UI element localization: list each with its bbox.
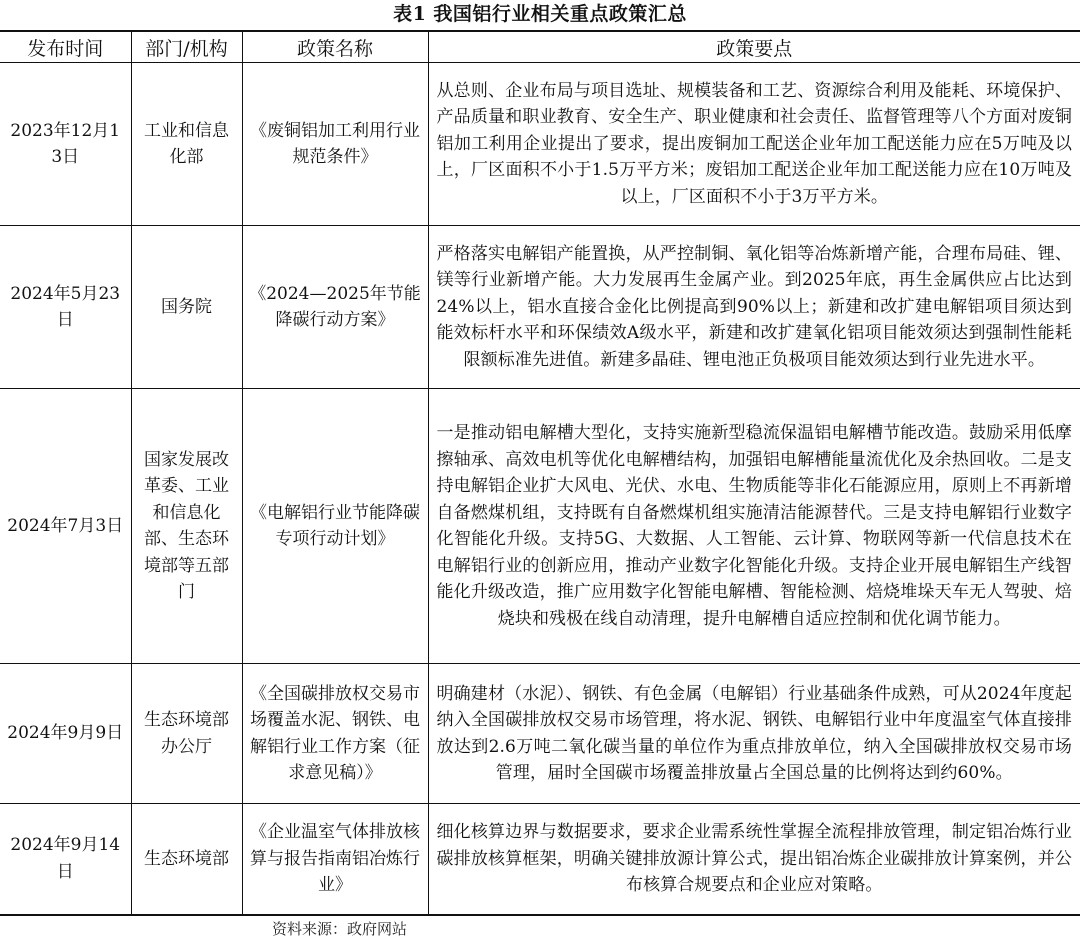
table-row — [0, 389, 1080, 664]
cell-policy-points: 严格落实电解铝产能置换，从严控制铜、氧化铝等冶炼新增产能，合理布局硅、锂、镁等行业新增产能。大力发展再生金属产业。到2025年底，再生金属供应占比达到24%以上，铝水直接合金化比例提高到90%以上；新建和改扩建电解铝项目须达到能效标杆水平和环保绩效A级水平，新建和改扩建氧化铝项目能效须达到强制性能耗限额标准先进值。新建多晶硅、锂电池正负极项目能效须达到行业先进水平。 — [428, 226, 1080, 389]
table-title: 表1 我国铝行业相关重点政策汇总 — [393, 3, 687, 25]
cell-department: 生态环境部 — [131, 804, 242, 915]
header-policy-name: 政策名称 — [242, 31, 428, 63]
cell-date: 2024年9月9日 — [0, 664, 131, 804]
table-row — [0, 63, 1080, 226]
policy-table — [0, 30, 1080, 916]
header-department: 部门/机构 — [131, 31, 242, 63]
data-source-note: 资料来源：政府网站 — [272, 919, 408, 938]
table-row — [0, 226, 1080, 389]
table-row — [0, 664, 1080, 804]
cell-department: 生态环境部办公厅 — [131, 664, 242, 804]
header-date: 发布时间 — [0, 31, 131, 63]
cell-policy-name: 《电解铝行业节能降碳专项行动计划》 — [242, 389, 428, 664]
cell-department: 国家发展改革委、工业和信息化部、生态环境部等五部门 — [131, 389, 242, 664]
cell-date: 2024年7月3日 — [0, 389, 131, 664]
cell-department: 国务院 — [131, 226, 242, 389]
cell-policy-points: 细化核算边界与数据要求，要求企业需系统性掌握全流程排放管理，制定铝冶炼行业碳排放核算框架，明确关键排放源计算公式，提出铝冶炼企业碳排放计算案例，并公布核算合规要点和企业应对策略。 — [428, 804, 1080, 915]
table-row — [0, 804, 1080, 915]
table-header-row — [0, 31, 1080, 63]
header-policy-points: 政策要点 — [428, 31, 1080, 63]
cell-date: 2023年12月13日 — [0, 63, 131, 226]
cell-date: 2024年5月23日 — [0, 226, 131, 389]
cell-policy-points: 一是推动铝电解槽大型化，支持实施新型稳流保温铝电解槽节能改造。鼓励采用低摩擦轴承、高效电机等优化电解槽结构，加强铝电解槽能量流优化及余热回收。二是支持电解铝企业扩大风电、光伏、水电、生物质能等非化石能源应用，原则上不再新增自备燃煤机组，支持既有自备燃煤机组实施清洁能源替代。三是支持电解铝行业数字化智能化升级。支持5G、大数据、人工智能、云计算、物联网等新一代信息技术在电解铝行业的创新应用，推动产业数字化智能化升级。支持企业开展电解铝生产线智能化升级改造，推广应用数字化智能电解槽、智能检测、焙烧堆垛天车无人驾驶、焙烧块和残极在线自动清理，提升电解槽自适应控制和优化调节能力。 — [428, 389, 1080, 664]
cell-policy-name: 《全国碳排放权交易市场覆盖水泥、钢铁、电解铝行业工作方案（征求意见稿）》 — [242, 664, 428, 804]
cell-date: 2024年9月14日 — [0, 804, 131, 915]
cell-policy-name: 《企业温室气体排放核算与报告指南铝冶炼行业》 — [242, 804, 428, 915]
cell-policy-name: 《废铜铝加工利用行业规范条件》 — [242, 63, 428, 226]
cell-policy-points: 从总则、企业布局与项目选址、规模装备和工艺、资源综合利用及能耗、环境保护、产品质量和职业教育、安全生产、职业健康和社会责任、监督管理等八个方面对废铜铝加工利用企业提出了要求，提出废铜加工配送企业年加工配送能力应在5万吨及以上，厂区面积不小于1.5万平方米；废铝加工配送企业年加工配送能力应在10万吨及以上，厂区面积不小于3万平方米。 — [428, 63, 1080, 226]
cell-policy-name: 《2024—2025年节能降碳行动方案》 — [242, 226, 428, 389]
cell-policy-points: 明确建材（水泥）、钢铁、有色金属（电解铝）行业基础条件成熟，可从2024年度起纳入全国碳排放权交易市场管理，将水泥、钢铁、电解铝行业中年度温室气体直接排放达到2.6万吨二氧化碳当量的单位作为重点排放单位，纳入全国碳排放权交易市场管理，届时全国碳市场覆盖排放量占全国总量的比例将达到约60%。 — [428, 664, 1080, 804]
cell-department: 工业和信息化部 — [131, 63, 242, 226]
